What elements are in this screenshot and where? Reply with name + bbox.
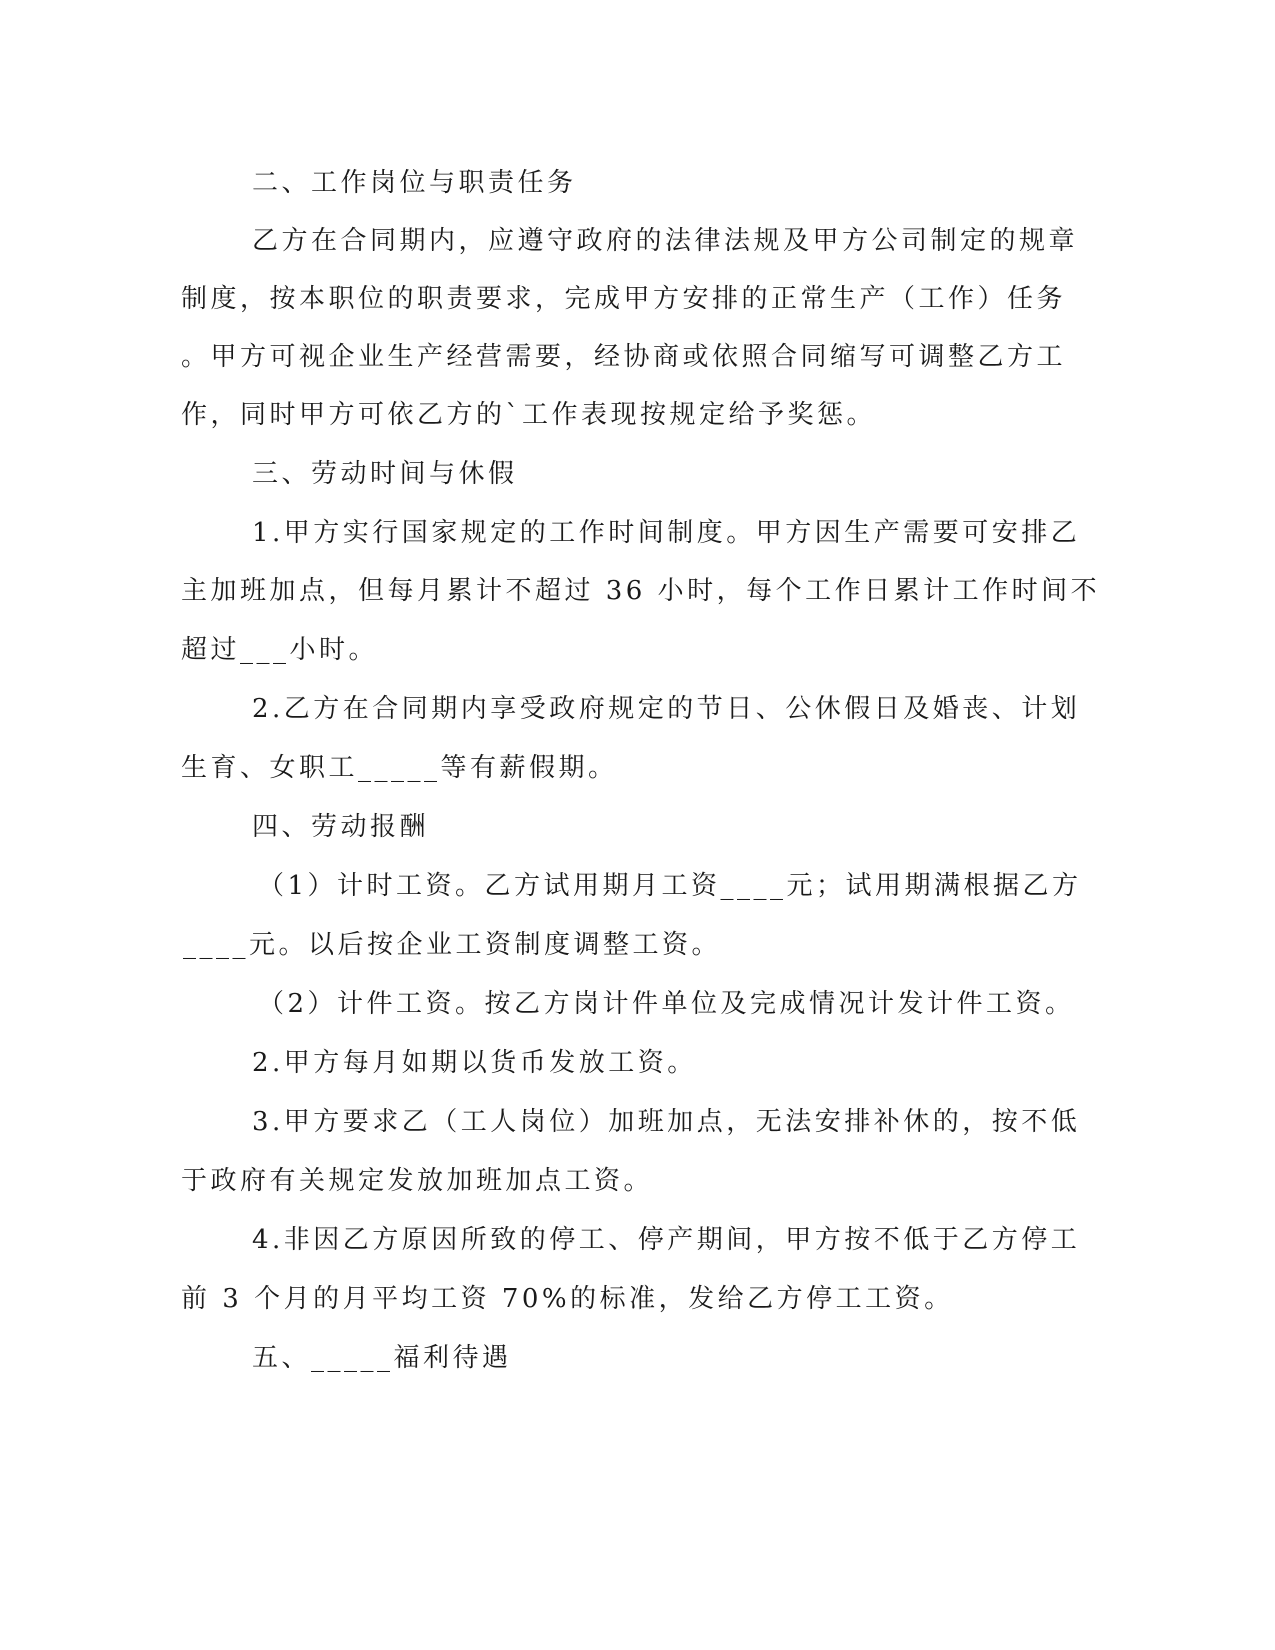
paragraph-line: 1.甲方实行国家规定的工作时间制度。甲方因生产需要可安排乙	[252, 518, 1081, 548]
paragraph-line: 生育、女职工_____等有薪假期。	[181, 753, 618, 783]
paragraph-line: 作，同时甲方可依乙方的`工作表现按规定给予奖惩。	[181, 400, 877, 430]
paragraph-line: ____元。以后按企业工资制度调整工资。	[183, 930, 722, 960]
paragraph-line: 于政府有关规定发放加班加点工资。	[181, 1166, 654, 1196]
section-heading-5: 五、_____福利待遇	[252, 1343, 512, 1373]
section-heading-4: 四、劳动报酬	[252, 812, 430, 842]
paragraph-line: 超过___小时。	[181, 635, 379, 665]
paragraph-line: （2）计件工资。按乙方岗计件单位及完成情况计发计件工资。	[258, 989, 1075, 1019]
paragraph-line: 制度，按本职位的职责要求，完成甲方安排的正常生产（工作）任务	[181, 284, 1067, 314]
paragraph-line: 2.乙方在合同期内享受政府规定的节日、公休假日及婚丧、计划	[252, 694, 1081, 724]
paragraph-line: 4.非因乙方原因所致的停工、停产期间，甲方按不低于乙方停工	[252, 1225, 1081, 1255]
paragraph-line: 前 3 个月的月平均工资 70%的标准，发给乙方停工工资。	[181, 1284, 954, 1314]
paragraph-line: 3.甲方要求乙（工人岗位）加班加点，无法安排补休的，按不低	[252, 1107, 1081, 1137]
section-heading-3: 三、劳动时间与休假	[252, 459, 518, 489]
paragraph-line: 乙方在合同期内，应遵守政府的法律法规及甲方公司制定的规章	[252, 226, 1079, 256]
paragraph-line: 。甲方可视企业生产经营需要，经协商或依照合同缩写可调整乙方工	[181, 342, 1067, 372]
paragraph-line: 主加班加点，但每月累计不超过 36 小时，每个工作日累计工作时间不	[181, 576, 1101, 606]
paragraph-line: 2.甲方每月如期以货币发放工资。	[252, 1048, 697, 1078]
paragraph-line: （1）计时工资。乙方试用期月工资____元；试用期满根据乙方	[258, 871, 1082, 901]
section-heading-2: 二、工作岗位与职责任务	[252, 168, 577, 198]
